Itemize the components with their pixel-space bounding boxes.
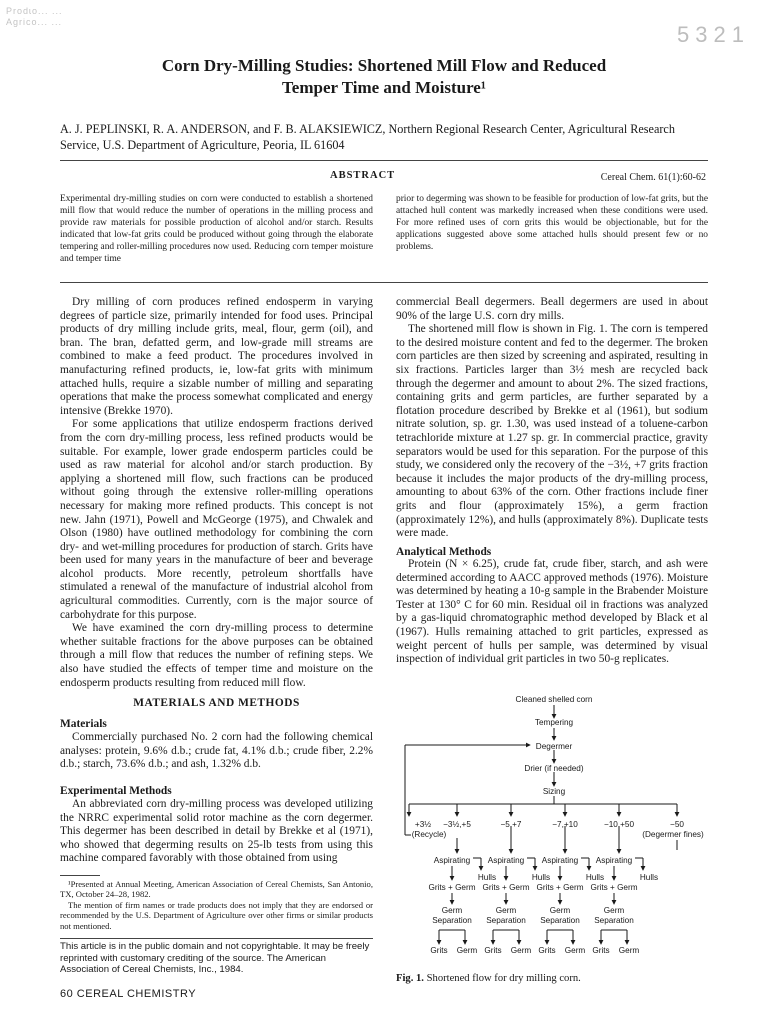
experimental-heading: Experimental Methods [60, 785, 172, 797]
materials-paragraph: Commercially purchased No. 2 corn had the following chemical analyses: protein, 9.6% d.b.; crude fat, 4.1% d.b.; crude fiber, 2.2% d.b.; starch, 73.6% d.b.; and ash, 1.32% d.b. [60, 731, 373, 771]
materials-text [60, 731, 373, 772]
grits-output-3: Grits [538, 946, 556, 955]
rule-top [60, 160, 708, 161]
stamp-line-1: Prodɩo... ... [6, 6, 63, 16]
germ-sep-label-a-1: Germ [441, 906, 463, 915]
germ-sep-label-b-3: Separation [540, 916, 580, 925]
page-folio: 60 CEREAL CHEMISTRY [60, 988, 197, 1000]
figure-caption-text: Shortened flow for dry milling corn. [426, 973, 581, 984]
grits-germ-label-4: Grits + Germ [590, 883, 638, 892]
article-title [60, 55, 708, 99]
aspirating-label-2: Aspirating [487, 856, 525, 865]
abstract-heading: ABSTRACT [330, 170, 396, 181]
figure-caption [396, 973, 581, 984]
germ-sep-label-a-4: Germ [603, 906, 625, 915]
grits-output-2: Grits [484, 946, 502, 955]
materials-heading: Materials [60, 718, 107, 730]
intro-paragraph-2: For some applications that utilize endosperm fractions derived from the corn dry-milling process, less refined products would be suitable. For example, lower grade endosperm particles could be used as raw material for alcohol and/or starch production. By applying a shortened mill flow, such fractions can be produced without going through the extensive roller-milling operations necessary for making more refined products. This concept is not new. Jahn (1971), Powell and McGeorge (1975), and Chwalek and Olson (1980) have outlined methodology for combining the corn dry- and wet-milling procedures for production of starch. Grits have been used for many years in the manufacture of beer and beverage alcohol products. More recently, petroleum shortfalls have stimulated a renewal of the manufacture of industrial alcohol from agricultural commodities. Currently, corn is the major source of carbohydrate for this purpose. [60, 418, 373, 621]
grits-germ-label-3: Grits + Germ [536, 883, 584, 892]
analytical-heading: Analytical Methods [396, 546, 492, 558]
germ-sep-label-b-2: Separation [486, 916, 526, 925]
hulls-label-4: Hulls [639, 873, 659, 882]
step-tempering: Tempering [534, 718, 574, 727]
abstract-right: prior to degerming was shown to be feasible for production of low-fat grits, but the attached hull content was markedly increased when these conditions were used. For more refined uses of corn grits this would be objectionable, but for the applications suggested above some attached hulls should present few or no problems. [396, 194, 708, 252]
step-cleaned-corn: Cleaned shelled corn [515, 695, 593, 704]
fraction-10-to-50: −10,+50 [603, 820, 635, 829]
footnote-presented: ¹Presented at Annual Meeting, American Association of Cereal Chemists, San Antonio, TX, October 24–28, 1982. [60, 879, 373, 900]
grits-germ-label-2: Grits + Germ [482, 883, 530, 892]
mill-flow-diagram [395, 690, 708, 975]
footnote [60, 879, 373, 931]
hulls-label-1: Hulls [477, 873, 497, 882]
aspirating-label-4: Aspirating [595, 856, 633, 865]
right-paragraph-1: commercial Beall degermers. Beall degermers are used in about 90% of the large U.S. corn dry mills. [396, 296, 708, 322]
grits-output-4: Grits [592, 946, 610, 955]
public-domain-notice: This article is in the public domain and not copyrightable. It may be freely reprinted with customary crediting of the source. The American Association of Cereal Chemists, Inc., 1984. [60, 941, 370, 976]
aspirating-label-1: Aspirating [433, 856, 471, 865]
germ-sep-label-a-2: Germ [495, 906, 517, 915]
intro-column [60, 296, 373, 690]
footnote-disclaimer: The mention of firm names or trade products does not imply that they are endorsed or recommended by the U.S. Department of Agriculture over other firms or similar products not mentioned. [60, 899, 373, 931]
journal-citation: Cereal Chem. 61(1):60-62 [600, 172, 706, 183]
step-degermer: Degermer [535, 742, 573, 751]
fraction-degermer-fines: (Degermer fines) [642, 830, 704, 839]
hulls-label-3: Hulls [585, 873, 605, 882]
public-domain-rule [60, 938, 373, 939]
germ-sep-label-b-1: Separation [432, 916, 472, 925]
germ-output-4: Germ [618, 946, 640, 955]
fraction-minus-50: −50 [670, 820, 684, 829]
fraction-7-to-10: −7,+10 [552, 820, 578, 829]
section-heading-methods: MATERIALS AND METHODS [133, 697, 300, 709]
fraction-5-to-7: −5,+7 [500, 820, 522, 829]
rule-bottom [60, 282, 708, 283]
germ-output-1: Germ [456, 946, 478, 955]
step-sizing: Sizing [542, 787, 566, 796]
intro-paragraph-1: Dry milling of corn produces refined endosperm in varying degrees of particle size, primarily intended for food uses. Principal products of dry milling include grits, meal, flour, germ (oil), and bran. The bran, defatted germ, and low-grade mill streams are combined to make a feed product. The procedures involved in manufacturing refined products, ie, low-fat grits with minimum attached hulls, require a sizable number of milling and separating operations that make the process somewhat complicated and energy intensive (Brekke 1970). [60, 296, 373, 417]
aspirating-branches [428, 856, 658, 955]
experimental-paragraph: An abbreviated corn dry-milling process was developed utilizing the NRRC experimental solid rotor machine as the corn degermer. This degermer has been described in detail by Brekke et al (1971), who showed that degerming results on 25-lb tests from using this machine compared favorably with those obtained from using [60, 798, 373, 865]
title-line-1: Corn Dry-Milling Studies: Shortened Mill Flow and Reduced [161, 56, 607, 75]
analytical-paragraph: Protein (N × 6.25), crude fat, crude fiber, starch, and ash were determined according to AACC approved methods (1976). Moisture was determined by heating a 10-g sample in the Brabender Moisture Tester at 130° C for 60 min. Residual oil in fractions was analyzed by a gas-liquid chromatographic method developed by Black et al (1967). Hulls remaining attached to grit particles, expressed as weight percent of hulls per sample, was determined by visual inspection of individual grit particles in two 50-g replicates. [396, 558, 708, 666]
abstract-left: Experimental dry-milling studies on corn were conducted to establish a shortened mill flow that would reduce the number of operations in the milling process and provide raw materials for possible production of alcohol and/or starch. Results indicated that low-fat grits could be produced without going through the elaborate tempering and roller-milling procedures now used. Reducing corn temper moisture and temper time [60, 194, 373, 264]
analytical-text [396, 558, 708, 667]
figure-caption-label: Fig. 1. [396, 973, 424, 984]
germ-sep-label-a-3: Germ [549, 906, 571, 915]
germ-output-3: Germ [564, 946, 586, 955]
step-drier: Drier (if needed) [524, 764, 584, 773]
fraction-3-5-to-5: −3½,+5 [443, 820, 471, 829]
experimental-text [60, 798, 373, 866]
methods-column [396, 296, 708, 541]
footnote-rule [60, 875, 100, 876]
catalog-number: 5321 [677, 22, 750, 47]
aspirating-label-3: Aspirating [541, 856, 579, 865]
grits-output-1: Grits [430, 946, 448, 955]
hulls-label-2: Hulls [531, 873, 551, 882]
grits-germ-label-1: Grits + Germ [428, 883, 476, 892]
intro-paragraph-3: We have examined the corn dry-milling process to determine whether suitable fractions for the above purposes can be obtained through a mill flow that reduces the number of refining steps. We also have studied the effects of temper time and moisture on the endosperm products resulting from reduced mill flow. [60, 622, 373, 689]
fraction-plus-3-5: +3½ [414, 820, 432, 829]
library-stamp [6, 6, 63, 28]
germ-sep-label-b-4: Separation [594, 916, 634, 925]
stamp-line-2: Agrico... ... [6, 17, 63, 27]
germ-output-2: Germ [510, 946, 532, 955]
right-paragraph-2: The shortened mill flow is shown in Fig. 1. The corn is tempered to the desired moisture content and fed to the degermer. The broken corn particles are then sized by screening and aspirated, resulting in six fractions. Particles larger than 3½ mesh are recycled back through the degermer and amount to about 2%. The sized fractions, containing grits and germ particles, are further separated by a flotation procedure described by Brekke et al (1961), but sodium nitrate solution, sp. gr. 1.30, was used instead of a toluene-carbon tetrachloride mixture at 1.27 sp. gr. In commercial practice, gravity separators would be used for this separation. For the purpose of this study, we considered only the recovery of the −3½, +7 grits fraction because it includes the major products of the dry-milling process, amounting to about 63% of the corn. Other fractions include finer grits and flour (approximately 15%), a germ fraction (approximately 12%), and hulls (approximately 8%). Duplicate tests were made. [396, 323, 708, 540]
author-affiliation: A. J. PEPLINSKI, R. A. ANDERSON, and F. B. ALAKSIEWICZ, Northern Regional Research Center, Agricultural Research Service, U.S. Department of Agriculture, Peoria, IL 61604 [60, 122, 675, 152]
title-line-2: Temper Time and Moisture¹ [282, 78, 486, 97]
fraction-recycle: (Recycle) [411, 830, 447, 839]
